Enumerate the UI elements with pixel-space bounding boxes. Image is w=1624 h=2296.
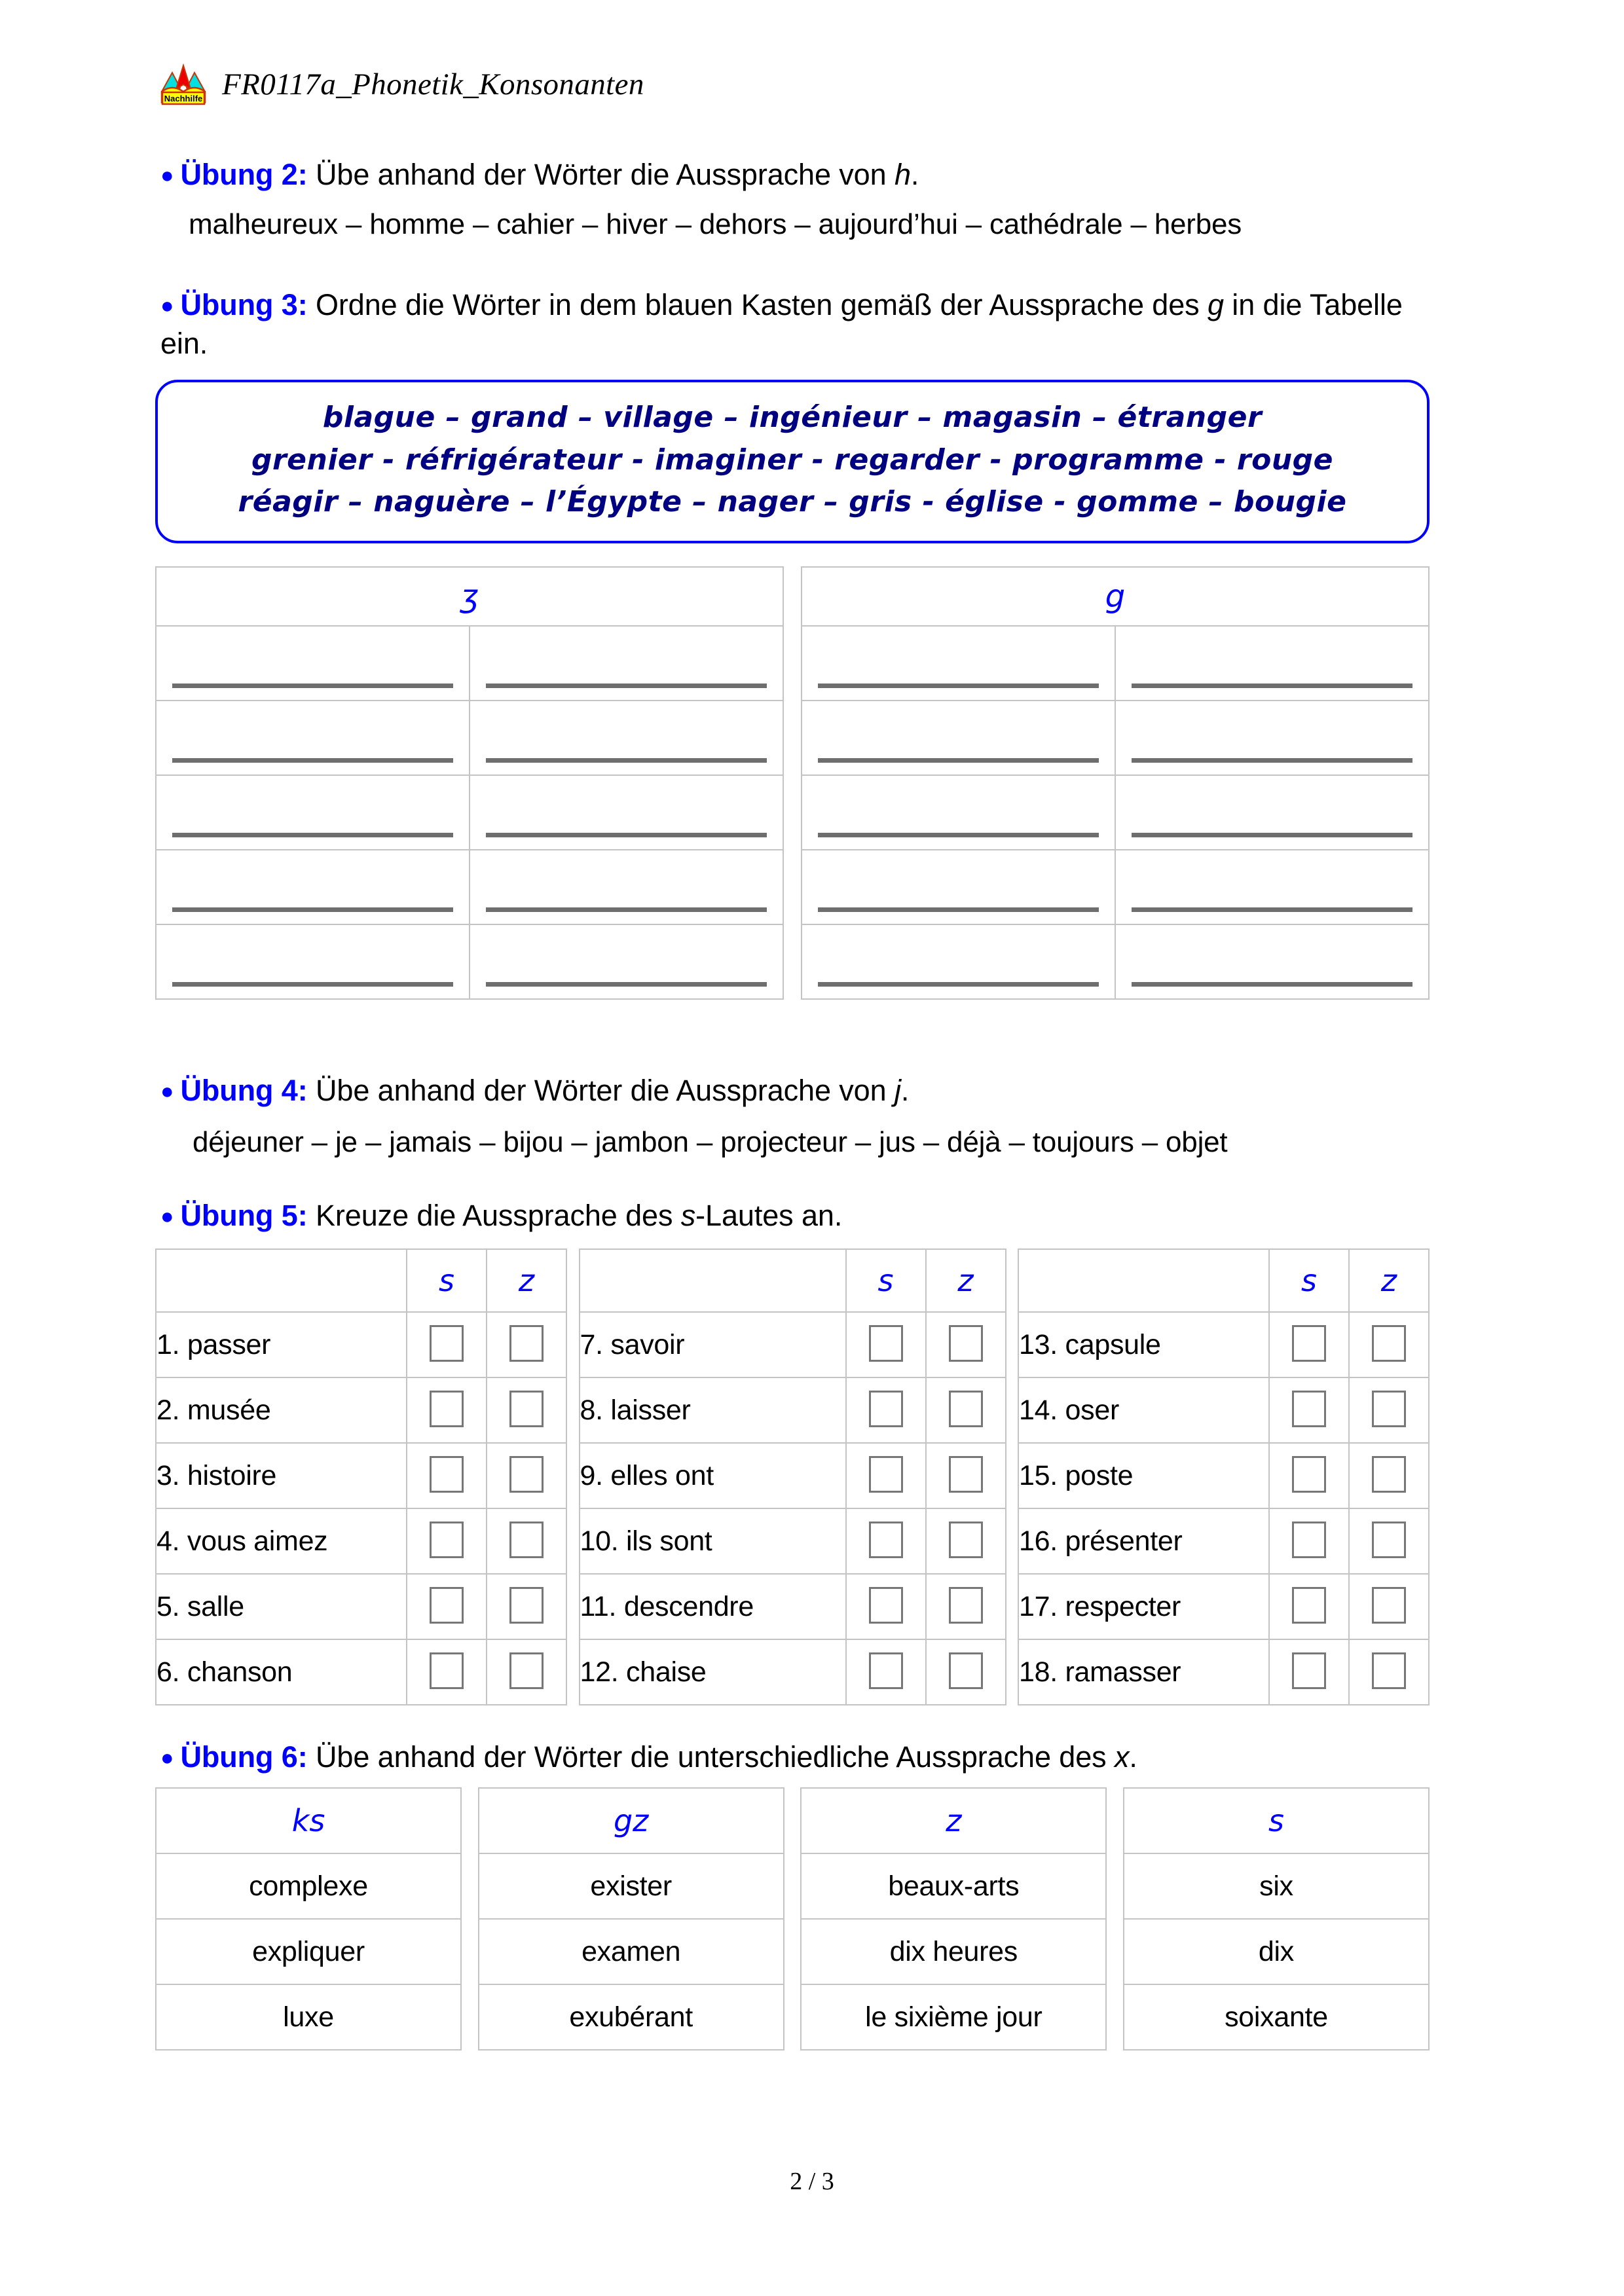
word-label: 16. présenter [1018, 1508, 1269, 1574]
column-header-z: z [1349, 1249, 1429, 1312]
checkbox-z[interactable] [1372, 1325, 1406, 1362]
checkbox-cell-z[interactable] [487, 1574, 566, 1639]
checkbox-cell-s[interactable] [846, 1574, 926, 1639]
table-row [1018, 1639, 1429, 1705]
table-row [156, 1853, 461, 1919]
checkbox-cell-z[interactable] [487, 1508, 566, 1574]
x-table-header-s: s [1124, 1788, 1429, 1853]
checkbox-z[interactable] [949, 1391, 983, 1427]
checkbox-cell-s[interactable] [1269, 1508, 1349, 1574]
table-header-row [1018, 1249, 1429, 1312]
answer-cell[interactable] [1115, 850, 1429, 924]
checkbox-s[interactable] [1292, 1456, 1326, 1493]
writing-line [486, 982, 767, 987]
document-header [159, 63, 644, 106]
checkbox-z[interactable] [509, 1587, 544, 1624]
checkbox-cell-s[interactable] [407, 1574, 487, 1639]
writing-line [1132, 758, 1412, 763]
word-label: 7. savoir [580, 1312, 846, 1377]
writing-line [486, 907, 767, 912]
exercise-5-prompt-pre: Kreuze die Aussprache des [307, 1199, 681, 1232]
checkbox-s[interactable] [869, 1522, 903, 1558]
checkbox-cell-s[interactable] [846, 1312, 926, 1377]
word-label: 14. oser [1018, 1377, 1269, 1443]
checkbox-z[interactable] [949, 1587, 983, 1624]
answer-cell[interactable] [156, 775, 470, 850]
checkbox-cell-s[interactable] [407, 1312, 487, 1377]
checkbox-s[interactable] [1292, 1522, 1326, 1558]
checkbox-cell-z[interactable] [926, 1639, 1006, 1705]
checkbox-s[interactable] [1292, 1325, 1326, 1362]
exercise-6-prompt-post: . [1129, 1740, 1137, 1774]
checkbox-z[interactable] [509, 1652, 544, 1689]
word-label: 13. capsule [1018, 1312, 1269, 1377]
checkbox-cell-z[interactable] [1349, 1508, 1429, 1574]
sorting-table-ezh-header: ʒ [156, 567, 783, 626]
exercise-5-prompt-post: -Lautes an. [695, 1199, 843, 1232]
table-row [1018, 1508, 1429, 1574]
answer-cell[interactable] [1115, 626, 1429, 701]
answer-cell[interactable] [156, 924, 470, 999]
checkbox-table-3 [1018, 1248, 1430, 1705]
word-column-header [1018, 1249, 1269, 1312]
table-row [156, 1919, 461, 1984]
checkbox-s[interactable] [430, 1456, 464, 1493]
blue-box-line-3: réagir – naguère – l’Égypte – nager – gris - église - gomme – bougie [238, 485, 1347, 519]
table-row [156, 1377, 566, 1443]
sorting-table-ezh [155, 566, 784, 1000]
checkbox-cell-s[interactable] [1269, 1443, 1349, 1508]
bullet-icon: ● [160, 163, 174, 188]
table-row [1018, 1377, 1429, 1443]
exercise-2-prompt-italic: h [894, 158, 911, 191]
table-row [802, 775, 1429, 850]
word-cell: exubérant [479, 1984, 784, 2050]
word-cell: exister [479, 1853, 784, 1919]
bullet-icon: ● [160, 1079, 174, 1104]
table-row [580, 1574, 1006, 1639]
table-row [1124, 1984, 1429, 2050]
writing-line [818, 982, 1099, 987]
exercise-5-checkbox-tables [155, 1248, 1430, 1705]
writing-line [486, 833, 767, 837]
exercise-4-heading [160, 1072, 1444, 1110]
exercise-4-prompt-post: . [900, 1074, 910, 1107]
checkbox-cell-s[interactable] [407, 1508, 487, 1574]
blue-box-line-2: grenier - réfrigérateur - imaginer - regarder - programme - rouge [251, 443, 1334, 477]
bullet-icon: ● [160, 293, 174, 318]
svg-text:Nachhilfe: Nachhilfe [164, 94, 203, 103]
sorting-table-g-header: g [802, 567, 1429, 626]
exercise-2-prompt-post: . [910, 158, 919, 191]
answer-cell[interactable] [802, 775, 1115, 850]
answer-cell[interactable] [1115, 775, 1429, 850]
checkbox-s[interactable] [430, 1325, 464, 1362]
table-row [156, 775, 783, 850]
answer-cell[interactable] [802, 850, 1115, 924]
checkbox-cell-s[interactable] [407, 1639, 487, 1705]
table-row [580, 1443, 1006, 1508]
column-header-s: s [1269, 1249, 1349, 1312]
table-row [156, 850, 783, 924]
exercise-2-label: Übung 2: [180, 158, 308, 191]
table-row [580, 1508, 1006, 1574]
writing-line [1132, 982, 1412, 987]
checkbox-cell-z[interactable] [1349, 1574, 1429, 1639]
table-row [580, 1639, 1006, 1705]
table-row [580, 1312, 1006, 1377]
checkbox-z[interactable] [949, 1456, 983, 1493]
checkbox-table-2 [579, 1248, 1006, 1705]
checkbox-cell-z[interactable] [1349, 1639, 1429, 1705]
x-sound-table-z [800, 1787, 1107, 2050]
checkbox-cell-s[interactable] [407, 1377, 487, 1443]
checkbox-cell-z[interactable] [926, 1574, 1006, 1639]
writing-line [818, 683, 1099, 688]
table-row [479, 1984, 784, 2050]
word-label: 11. descendre [580, 1574, 846, 1639]
table-row [1124, 1853, 1429, 1919]
checkbox-cell-z[interactable] [487, 1639, 566, 1705]
checkbox-s[interactable] [869, 1391, 903, 1427]
exercise-5-label: Übung 5: [180, 1199, 308, 1232]
writing-line [818, 833, 1099, 837]
checkbox-table-1 [155, 1248, 567, 1705]
word-label: 1. passer [156, 1312, 407, 1377]
writing-line [1132, 683, 1412, 688]
table-row [801, 1919, 1106, 1984]
writing-line [172, 683, 453, 688]
writing-line [172, 758, 453, 763]
checkbox-z[interactable] [509, 1456, 544, 1493]
column-header-z: z [487, 1249, 566, 1312]
bullet-icon: ● [160, 1204, 174, 1229]
table-row [1018, 1574, 1429, 1639]
page-number: 2 / 3 [790, 2168, 834, 2195]
word-label: 5. salle [156, 1574, 407, 1639]
table-row [801, 1853, 1106, 1919]
checkbox-s[interactable] [869, 1652, 903, 1689]
answer-cell[interactable] [1115, 924, 1429, 999]
checkbox-cell-z[interactable] [1349, 1443, 1429, 1508]
answer-cell[interactable] [802, 924, 1115, 999]
table-row [802, 850, 1429, 924]
table-row [1018, 1312, 1429, 1377]
table-row [1124, 1919, 1429, 1984]
answer-cell[interactable] [802, 701, 1115, 775]
x-sound-table-s [1123, 1787, 1430, 2050]
exercise-5-prompt-italic: s [680, 1199, 696, 1232]
checkbox-cell-z[interactable] [1349, 1377, 1429, 1443]
table-header-row [1124, 1788, 1429, 1853]
blue-word-box [155, 380, 1430, 543]
x-sound-table-gz [478, 1787, 784, 2050]
checkbox-cell-z[interactable] [926, 1508, 1006, 1574]
checkbox-cell-s[interactable] [1269, 1377, 1349, 1443]
checkbox-s[interactable] [430, 1587, 464, 1624]
answer-cell[interactable] [470, 626, 783, 701]
checkbox-z[interactable] [1372, 1456, 1406, 1493]
word-label: 3. histoire [156, 1443, 407, 1508]
table-row [156, 1443, 566, 1508]
word-label: 4. vous aimez [156, 1508, 407, 1574]
table-row [156, 924, 783, 999]
answer-cell[interactable] [802, 626, 1115, 701]
word-cell: expliquer [156, 1919, 461, 1984]
table-row [156, 626, 783, 701]
checkbox-s[interactable] [430, 1652, 464, 1689]
checkbox-s[interactable] [869, 1587, 903, 1624]
x-table-header-ks: ks [156, 1788, 461, 1853]
column-header-s: s [846, 1249, 926, 1312]
checkbox-cell-z[interactable] [487, 1377, 566, 1443]
answer-cell[interactable] [470, 850, 783, 924]
exercise-4-word-list: déjeuner – je – jamais – bijou – jambon – projecteur – jus – déjà – toujours – objet [193, 1126, 1228, 1158]
checkbox-cell-s[interactable] [407, 1443, 487, 1508]
writing-line [486, 683, 767, 688]
checkbox-cell-s[interactable] [846, 1508, 926, 1574]
checkbox-s[interactable] [1292, 1391, 1326, 1427]
table-row [801, 1984, 1106, 2050]
exercise-6-heading [160, 1738, 1444, 1777]
table-row [479, 1853, 784, 1919]
word-label: 8. laisser [580, 1377, 846, 1443]
table-header-row [479, 1788, 784, 1853]
writing-line [1132, 833, 1412, 837]
checkbox-z[interactable] [1372, 1587, 1406, 1624]
word-column-header [580, 1249, 846, 1312]
checkbox-cell-z[interactable] [926, 1443, 1006, 1508]
answer-cell[interactable] [156, 626, 470, 701]
checkbox-z[interactable] [509, 1522, 544, 1558]
checkbox-s[interactable] [1292, 1587, 1326, 1624]
table-row [156, 1574, 566, 1639]
writing-line [172, 833, 453, 837]
writing-line [818, 758, 1099, 763]
checkbox-s[interactable] [430, 1522, 464, 1558]
answer-cell[interactable] [470, 701, 783, 775]
checkbox-z[interactable] [949, 1652, 983, 1689]
table-row [802, 701, 1429, 775]
word-label: 17. respecter [1018, 1574, 1269, 1639]
table-row [156, 1984, 461, 2050]
table-row [802, 924, 1429, 999]
table-header-row [580, 1249, 1006, 1312]
checkbox-cell-s[interactable] [1269, 1639, 1349, 1705]
exercise-2-word-list: malheureux – homme – cahier – hiver – dehors – aujourd’hui – cathédrale – herbes [189, 208, 1242, 240]
word-cell: examen [479, 1919, 784, 1984]
answer-cell[interactable] [470, 775, 783, 850]
table-row [156, 1508, 566, 1574]
exercise-3-prompt-pre: Ordne die Wörter in dem blauen Kasten gemäß der Aussprache des [307, 288, 1208, 321]
checkbox-cell-s[interactable] [846, 1443, 926, 1508]
table-row [156, 1312, 566, 1377]
exercise-4-label: Übung 4: [180, 1074, 308, 1107]
checkbox-cell-s[interactable] [1269, 1312, 1349, 1377]
nachhilfe-logo-icon [159, 63, 208, 106]
checkbox-s[interactable] [1292, 1652, 1326, 1689]
x-table-header-z: z [801, 1788, 1106, 1853]
document-title: FR0117a_Phonetik_Konsonanten [222, 67, 644, 101]
table-row [580, 1377, 1006, 1443]
table-row [1018, 1443, 1429, 1508]
checkbox-s[interactable] [869, 1325, 903, 1362]
checkbox-cell-z[interactable] [926, 1377, 1006, 1443]
x-sound-table-ks [155, 1787, 462, 2050]
sorting-table-g [801, 566, 1430, 1000]
word-label: 2. musée [156, 1377, 407, 1443]
checkbox-z[interactable] [949, 1325, 983, 1362]
blue-box-line-1: blague – grand – village – ingénieur – magasin – étranger [322, 401, 1263, 435]
table-row [479, 1919, 784, 1984]
exercise-3-heading [160, 286, 1437, 363]
checkbox-cell-z[interactable] [487, 1312, 566, 1377]
word-label: 10. ils sont [580, 1508, 846, 1574]
exercise-4-prompt-pre: Übe anhand der Wörter die Aussprache von [307, 1074, 895, 1107]
checkbox-cell-z[interactable] [487, 1443, 566, 1508]
word-cell: soixante [1124, 1984, 1429, 2050]
writing-line [172, 907, 453, 912]
writing-line [486, 758, 767, 763]
table-header-row [156, 1249, 566, 1312]
x-table-header-gz: gz [479, 1788, 784, 1853]
answer-cell[interactable] [156, 701, 470, 775]
checkbox-z[interactable] [1372, 1652, 1406, 1689]
checkbox-cell-z[interactable] [1349, 1312, 1429, 1377]
exercise-3-label: Übung 3: [180, 288, 308, 321]
exercise-6-prompt-pre: Übe anhand der Wörter die unterschiedliche Aussprache des [307, 1740, 1115, 1774]
writing-line [1132, 907, 1412, 912]
checkbox-z[interactable] [509, 1325, 544, 1362]
exercise-4-prompt-italic: j [894, 1074, 901, 1107]
word-cell: le sixième jour [801, 1984, 1106, 2050]
exercise-3-prompt-italic: g [1207, 288, 1224, 321]
table-row [156, 701, 783, 775]
table-header-row [801, 1788, 1106, 1853]
word-column-header [156, 1249, 407, 1312]
checkbox-z[interactable] [949, 1522, 983, 1558]
word-cell: dix [1124, 1919, 1429, 1984]
word-cell: complexe [156, 1853, 461, 1919]
checkbox-cell-s[interactable] [846, 1377, 926, 1443]
word-label: 6. chanson [156, 1639, 407, 1705]
answer-cell[interactable] [1115, 701, 1429, 775]
column-header-s: s [407, 1249, 487, 1312]
table-row [156, 1639, 566, 1705]
answer-cell[interactable] [156, 850, 470, 924]
exercise-3-prompt-post: in die Tabelle ein. [160, 288, 1403, 360]
table-row [802, 626, 1429, 701]
table-header-row [156, 1788, 461, 1853]
exercise-6-prompt-italic: x [1114, 1740, 1130, 1774]
bullet-icon: ● [160, 1745, 174, 1770]
table-header-row [156, 567, 783, 626]
exercise-2-prompt-pre: Übe anhand der Wörter die Aussprache von [307, 158, 895, 191]
exercise-3-sorting-tables [155, 566, 1430, 1000]
word-label: 18. ramasser [1018, 1639, 1269, 1705]
word-label: 12. chaise [580, 1639, 846, 1705]
exercise-2-heading [160, 156, 1444, 194]
checkbox-s[interactable] [430, 1391, 464, 1427]
checkbox-z[interactable] [1372, 1522, 1406, 1558]
checkbox-z[interactable] [509, 1391, 544, 1427]
word-label: 9. elles ont [580, 1443, 846, 1508]
checkbox-cell-s[interactable] [1269, 1574, 1349, 1639]
checkbox-cell-s[interactable] [846, 1639, 926, 1705]
checkbox-s[interactable] [869, 1456, 903, 1493]
exercise-5-heading [160, 1197, 1444, 1235]
exercise-6-tables [155, 1787, 1430, 2050]
checkbox-z[interactable] [1372, 1391, 1406, 1427]
word-cell: dix heures [801, 1919, 1106, 1984]
word-label: 15. poste [1018, 1443, 1269, 1508]
answer-cell[interactable] [470, 924, 783, 999]
table-header-row [802, 567, 1429, 626]
word-cell: six [1124, 1853, 1429, 1919]
exercise-6-label: Übung 6: [180, 1740, 308, 1774]
writing-line [172, 982, 453, 987]
word-cell: beaux-arts [801, 1853, 1106, 1919]
checkbox-cell-z[interactable] [926, 1312, 1006, 1377]
writing-line [818, 907, 1099, 912]
column-header-z: z [926, 1249, 1006, 1312]
word-cell: luxe [156, 1984, 461, 2050]
